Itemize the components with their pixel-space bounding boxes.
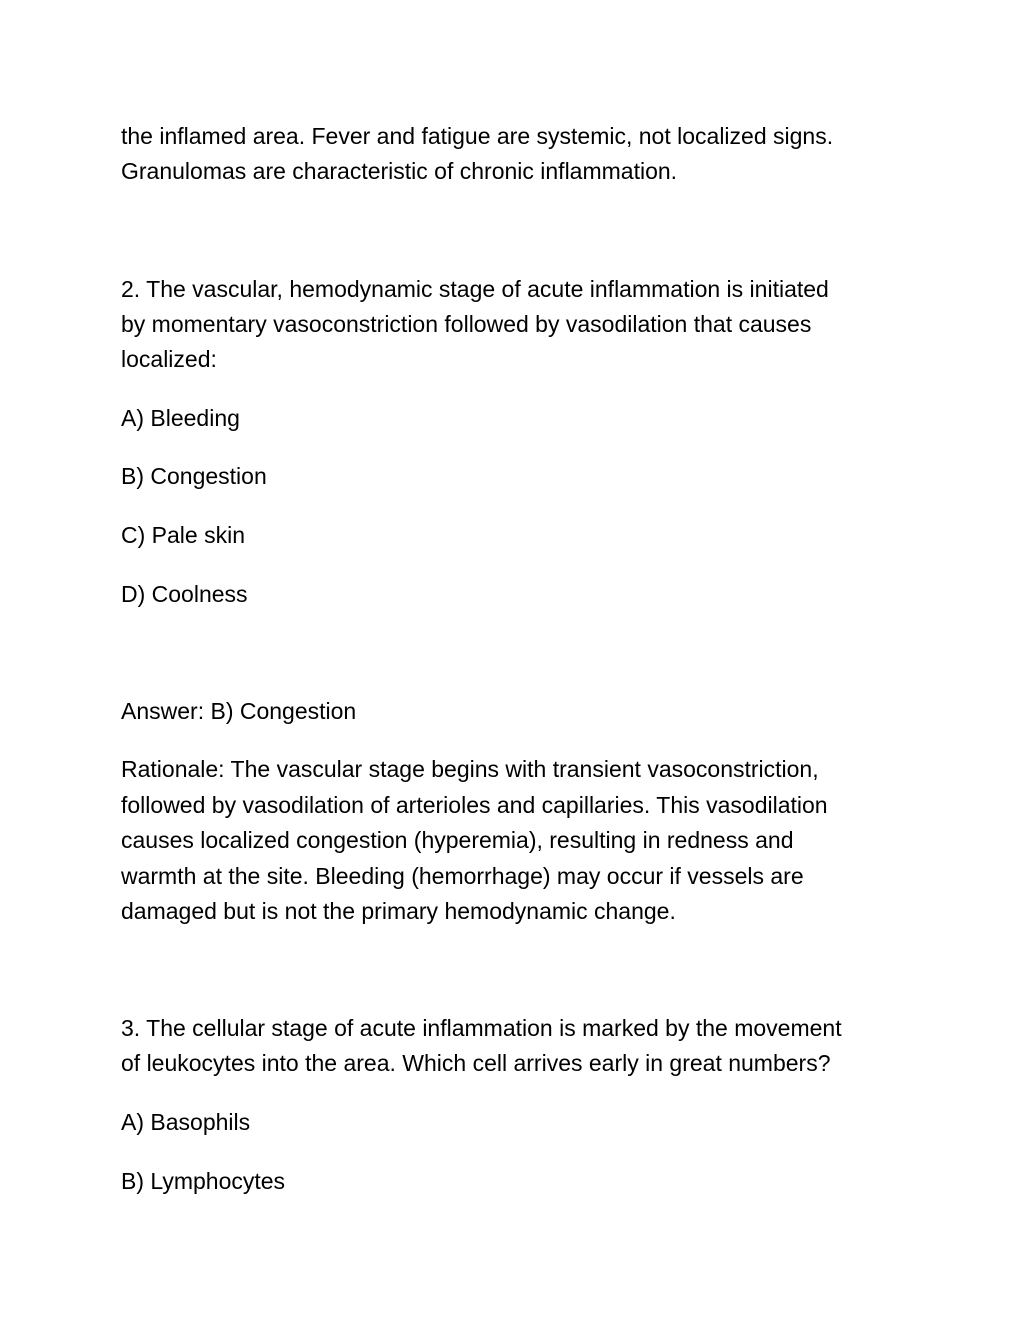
question-3-stem-line-2: of leukocytes into the area. Which cell arrives early in great numbers? <box>121 1050 831 1076</box>
question-2-answer: Answer: B) Congestion <box>121 698 357 724</box>
question-2-stem-line-1: 2. The vascular, hemodynamic stage of acute inflammation is initiated <box>121 276 829 302</box>
question-3-option-b: B) Lymphocytes <box>121 1168 286 1194</box>
question-2-rationale-line-2: followed by vasodilation of arterioles and capillaries. This vasodilation <box>121 792 828 818</box>
question-3-option-a: A) Basophils <box>121 1109 251 1135</box>
question-2-rationale-line-3: causes localized congestion (hyperemia), resulting in redness and <box>121 827 794 853</box>
question-2-option-c: C) Pale skin <box>121 522 245 548</box>
question-3-stem-line-1: 3. The cellular stage of acute inflammation is marked by the movement <box>121 1015 842 1041</box>
question-2-option-d: D) Coolness <box>121 581 248 607</box>
continuation-line-1: the inflamed area. Fever and fatigue are systemic, not localized signs. <box>121 123 834 149</box>
question-2-stem-line-2: by momentary vasoconstriction followed by vasodilation that causes <box>121 311 812 337</box>
continuation-line-2: Granulomas are characteristic of chronic inflammation. <box>121 158 678 184</box>
question-2-rationale-line-1: Rationale: The vascular stage begins with transient vasoconstriction, <box>121 756 819 782</box>
question-2-rationale-line-5: damaged but is not the primary hemodynamic change. <box>121 898 676 924</box>
question-2-option-b: B) Congestion <box>121 463 267 489</box>
question-2-rationale-line-4: warmth at the site. Bleeding (hemorrhage) may occur if vessels are <box>121 863 804 889</box>
question-2-option-a: A) Bleeding <box>121 405 240 431</box>
question-2-stem-line-3: localized: <box>121 346 217 372</box>
